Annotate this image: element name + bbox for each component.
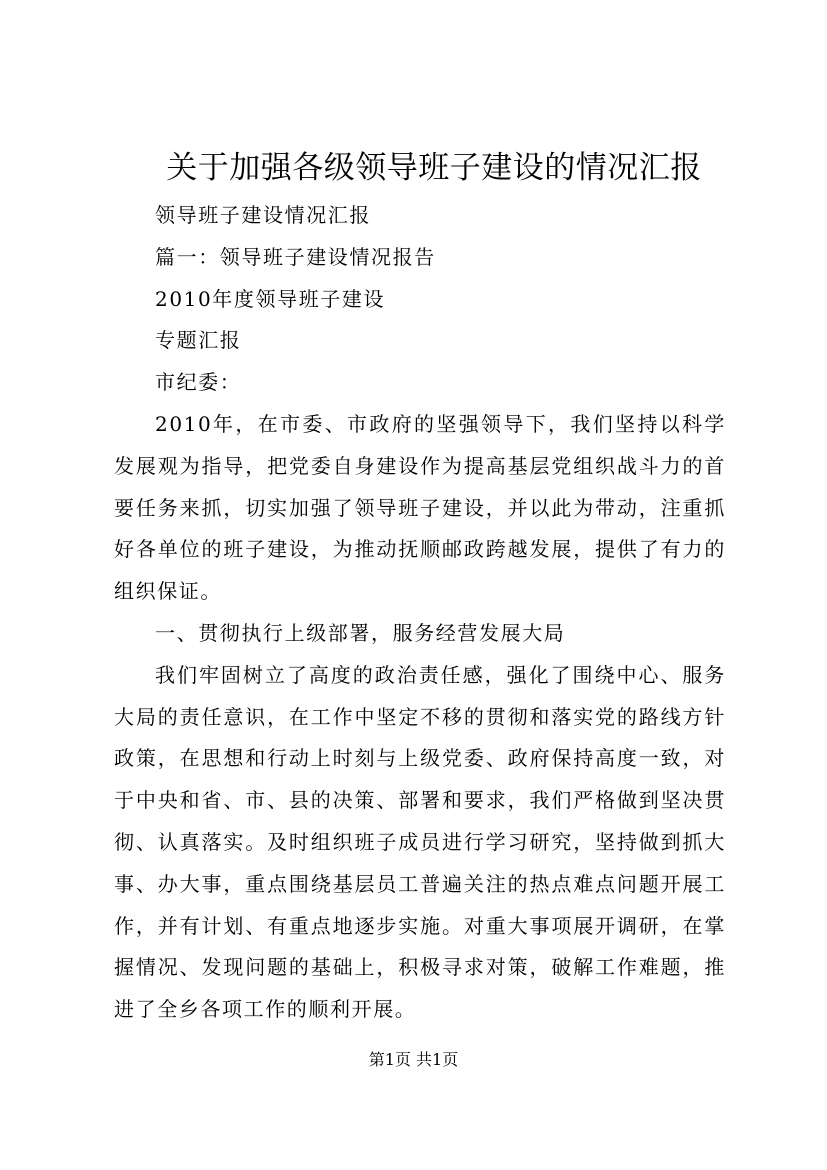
section-one-heading: 一、贯彻执行上级部署，服务经营发展大局	[155, 620, 566, 645]
section-one-paragraph: 我们牢固树立了高度的政治责任感，强化了围绕中心、服务大局的责任意识，在工作中坚定不移的贯彻和落实党的路线方针政策，在思想和行动上时刻与上级党委、政府保持高度一致，对于中央和省、市、县的决策、部署和要求，我们严格做到坚决贯彻、认真落实。及时组织班子成员进行学习研究，坚持做到抓大事、办大事，重点围绕基层员工普遍关注的热点难点问题开展工作，并有计划、有重点地逐步实施。对重大事项展开调研，在掌握情况、发现问题的基础上，积极寻求对策，破解工作难题，推进了全乡各项工作的顺利开展。	[114, 662, 726, 1022]
document-body	[114, 195, 726, 1031]
addressee-line: 市纪委：	[155, 370, 242, 395]
document-title: 关于加强各级领导班子建设的情况汇报	[166, 150, 702, 186]
intro-paragraph: 2010年，在市委、市政府的坚强领导下，我们坚持以科学发展观为指导，把党委自身建设作为提高基层党组织战斗力的首要任务来抓，切实加强了领导班子建设，并以此为带动，注重抓好各单位的班子建设，为推动抚顺邮政跨越发展，提供了有力的组织保证。	[114, 411, 726, 604]
page-footer: 第1页 共1页	[368, 1050, 459, 1069]
section-heading: 篇一：领导班子建设情况报告	[155, 244, 436, 269]
report-subtitle-line: 专题汇报	[155, 328, 242, 353]
report-title-line: 2010年度领导班子建设	[155, 286, 386, 311]
subtitle-line: 领导班子建设情况汇报	[155, 203, 371, 227]
